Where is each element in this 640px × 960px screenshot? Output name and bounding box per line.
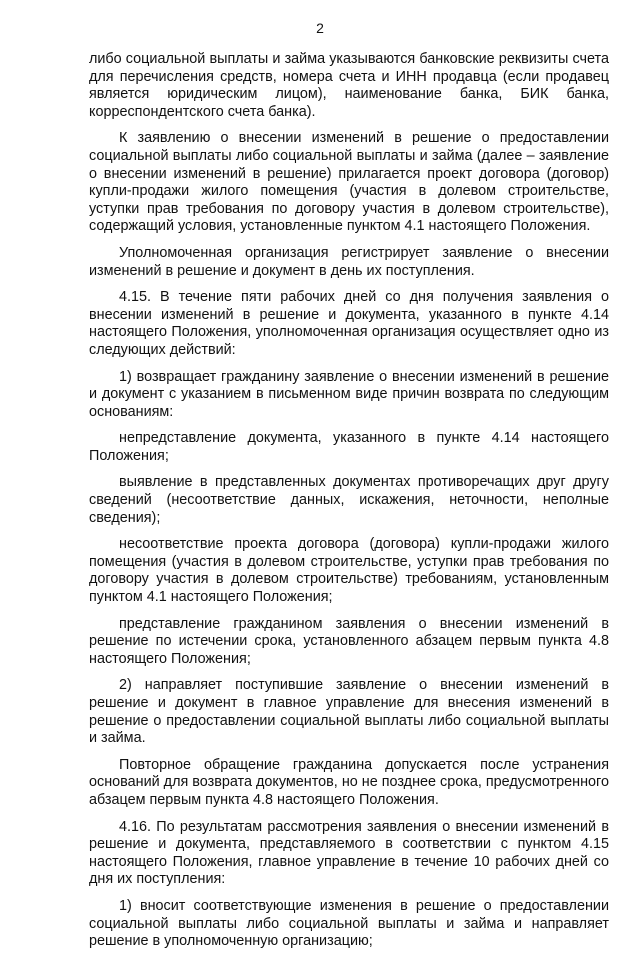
paragraph-forward-item-2: 2) направляет поступившие заявление о внесении изменений в решение и документ в главное управление для внесения изменений в решение о предоставлении социальной выплаты либо социальной выплаты и займа. [89, 677, 609, 747]
paragraph-repeat-application: Повторное обращение гражданина допускается после устранения оснований для возврата документов, но не позднее срока, предусмотренного абзацем первым пункта 4.8 настоящего Положения. [89, 756, 609, 808]
document-body [89, 51, 609, 960]
paragraph-changes-item-1: 1) вносит соответствующие изменения в решение о предоставлении социальной выплаты либо социальной выплаты и займа и направляет решение в уполномоченную организацию; [89, 897, 609, 950]
paragraph-return-item-1: 1) возвращает гражданину заявление о внесении изменений в решение и документ с указанием в письменном виде причин возврата по следующим основаниям: [89, 368, 609, 420]
paragraph-continuation: либо социальной выплаты и займа указываются банковские реквизиты счета для перечисления средств, номера счета и ИНН продавца (если продавец является юридическим лицом), наименование банка, БИК банка, корреспондентского счета банка). [89, 51, 609, 120]
paragraph-4-16: 4.16. По результатам рассмотрения заявления о внесении изменений в решение и документа, представляемого в соответствии с пунктом 4.15 настоящего Положения, главное управление в течение 10 рабочих дней со дня их поступления: [89, 818, 609, 888]
paragraph-ground-missing-document: непредставление документа, указанного в пункте 4.14 настоящего Положения; [89, 430, 609, 464]
paragraph-ground-contract-mismatch: несоответствие проекта договора (договора) купли-продажи жилого помещения (участия в долевом строительстве, уступки прав требования по договору участия в долевом строительстве) требованиям, установленным пунктом 4.1 настоящего Положения; [89, 536, 609, 606]
paragraph-application-attachment: К заявлению о внесении изменений в решение о предоставлении социальной выплаты либо социальной выплаты и займа (далее – заявление о внесении изменений в решение) прилагается проект договора (договор) купли-продажи жилого помещения (участия в долевом строительстве, уступки прав требования по договору участия в долевом строительстве), содержащий условия, установленные пунктом 4.1 настоящего Положения. [89, 130, 609, 235]
paragraph-ground-contradictions: выявление в представленных документах противоречащих друг другу сведений (несоответствие данных, искажения, неточности, неполные сведения); [89, 474, 609, 526]
page-number: 2 [316, 20, 324, 36]
paragraph-4-15: 4.15. В течение пяти рабочих дней со дня получения заявления о внесении изменений в решение и документа, указанного в пункте 4.14 настоящего Положения, уполномоченная организация осуществляет одно из следующих действий: [89, 289, 609, 358]
paragraph-ground-late-submission: представление гражданином заявления о внесении изменений в решение по истечении срока, установленного абзацем первым пункта 4.8 настоящего Положения; [89, 615, 609, 667]
paragraph-registration: Уполномоченная организация регистрирует заявление о внесении изменений в решение и документ в день их поступления. [89, 244, 609, 279]
